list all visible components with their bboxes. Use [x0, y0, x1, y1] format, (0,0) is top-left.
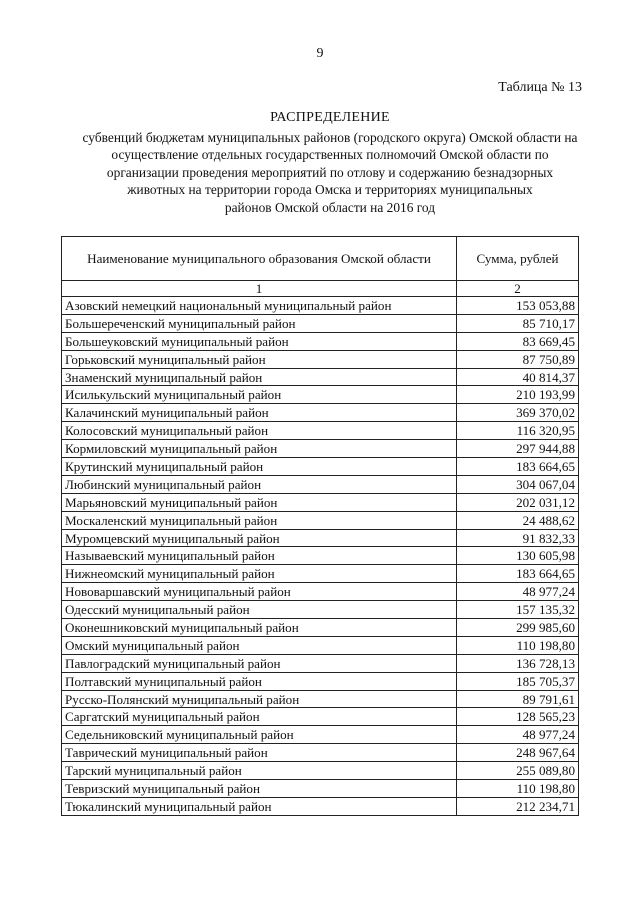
district-name: Марьяновский муниципальный район	[62, 493, 457, 511]
table-row	[62, 422, 579, 440]
district-name: Тарский муниципальный район	[62, 762, 457, 780]
heading-line: районов Омской области на 2016 год	[224, 199, 436, 215]
table-body	[62, 297, 579, 816]
district-name: Азовский немецкий национальный муниципальный район	[62, 297, 457, 315]
subvention-sum: 297 944,88	[457, 440, 579, 458]
district-name: Омский муниципальный район	[62, 636, 457, 654]
subvention-sum: 116 320,95	[457, 422, 579, 440]
district-name: Калачинский муниципальный район	[62, 404, 457, 422]
column-number: 2	[457, 281, 579, 297]
subvention-sum: 110 198,80	[457, 780, 579, 798]
district-name: Нововаршавский муниципальный район	[62, 583, 457, 601]
table-row	[62, 654, 579, 672]
table-row	[62, 314, 579, 332]
district-name: Полтавский муниципальный район	[62, 672, 457, 690]
district-name: Одесский муниципальный район	[62, 601, 457, 619]
subvention-sum: 202 031,12	[457, 493, 579, 511]
table-row	[62, 404, 579, 422]
district-name: Колосовский муниципальный район	[62, 422, 457, 440]
district-name: Кормиловский муниципальный район	[62, 440, 457, 458]
table-row	[62, 744, 579, 762]
subvention-sum: 248 967,64	[457, 744, 579, 762]
subvention-sum: 87 750,89	[457, 350, 579, 368]
table-row	[62, 332, 579, 350]
page-number: 9	[316, 46, 324, 61]
subvention-table	[61, 236, 579, 816]
table-label: Таблица № 13	[498, 80, 582, 95]
district-name: Любинский муниципальный район	[62, 475, 457, 493]
district-name: Большеуковский муниципальный район	[62, 332, 457, 350]
district-name: Таврический муниципальный район	[62, 744, 457, 762]
table-row	[62, 493, 579, 511]
table-row	[62, 601, 579, 619]
subvention-sum: 255 089,80	[457, 762, 579, 780]
subvention-sum: 40 814,37	[457, 368, 579, 386]
table-row	[62, 583, 579, 601]
subvention-sum: 89 791,61	[457, 690, 579, 708]
table-row	[62, 547, 579, 565]
district-name: Нижнеомский муниципальный район	[62, 565, 457, 583]
subvention-sum: 304 067,04	[457, 475, 579, 493]
table-row	[62, 762, 579, 780]
table-row	[62, 690, 579, 708]
table-row	[62, 529, 579, 547]
table-row	[62, 726, 579, 744]
subvention-sum: 210 193,99	[457, 386, 579, 404]
column-header-name: Наименование муниципального образования Омской области	[62, 237, 457, 281]
district-name: Седельниковский муниципальный район	[62, 726, 457, 744]
table-row	[62, 565, 579, 583]
table-row	[62, 475, 579, 493]
subvention-sum: 128 565,23	[457, 708, 579, 726]
heading-subtitle	[60, 129, 600, 216]
subvention-sum: 183 664,65	[457, 565, 579, 583]
subvention-sum: 48 977,24	[457, 726, 579, 744]
column-number: 1	[62, 281, 457, 297]
subvention-sum: 299 985,60	[457, 619, 579, 637]
column-header-sum: Сумма, рублей	[457, 237, 579, 281]
heading-line: осуществление отдельных государственных полномочий Омской области по	[111, 147, 549, 163]
table-row	[62, 780, 579, 798]
subvention-sum: 48 977,24	[457, 583, 579, 601]
heading-line: субвенций бюджетам муниципальных районов (городского округа) Омской области на	[82, 130, 578, 145]
subvention-sum: 369 370,02	[457, 404, 579, 422]
district-name: Тевризский муниципальный район	[62, 780, 457, 798]
subvention-sum: 183 664,65	[457, 458, 579, 476]
document-heading	[60, 110, 600, 216]
subvention-sum: 157 135,32	[457, 601, 579, 619]
subvention-sum: 185 705,37	[457, 672, 579, 690]
table-row	[62, 458, 579, 476]
table-row	[62, 636, 579, 654]
subvention-sum: 91 832,33	[457, 529, 579, 547]
district-name: Исилькульский муниципальный район	[62, 386, 457, 404]
table-row	[62, 350, 579, 368]
table-row	[62, 368, 579, 386]
district-name: Муромцевский муниципальный район	[62, 529, 457, 547]
district-name: Русско-Полянский муниципальный район	[62, 690, 457, 708]
district-name: Называевский муниципальный район	[62, 547, 457, 565]
table-header-row	[62, 237, 579, 281]
table-row	[62, 297, 579, 315]
district-name: Большереченский муниципальный район	[62, 314, 457, 332]
table-row	[62, 708, 579, 726]
heading-title: РАСПРЕДЕЛЕНИЕ	[270, 110, 390, 125]
district-name: Крутинский муниципальный район	[62, 458, 457, 476]
district-name: Знаменский муниципальный район	[62, 368, 457, 386]
table-row	[62, 619, 579, 637]
heading-line: организации проведения мероприятий по отлову и содержанию безнадзорных	[106, 164, 554, 180]
subvention-sum: 130 605,98	[457, 547, 579, 565]
column-number-row	[62, 281, 579, 297]
table-row	[62, 386, 579, 404]
table-row	[62, 797, 579, 815]
subvention-sum: 136 728,13	[457, 654, 579, 672]
district-name: Павлоградский муниципальный район	[62, 654, 457, 672]
table-row	[62, 440, 579, 458]
district-name: Горьковский муниципальный район	[62, 350, 457, 368]
table-row	[62, 672, 579, 690]
table-row	[62, 511, 579, 529]
district-name: Тюкалинский муниципальный район	[62, 797, 457, 815]
heading-line: животных на территории города Омска и территориях муниципальных	[127, 182, 533, 198]
district-name: Оконешниковский муниципальный район	[62, 619, 457, 637]
subvention-sum: 85 710,17	[457, 314, 579, 332]
subvention-sum: 110 198,80	[457, 636, 579, 654]
district-name: Москаленский муниципальный район	[62, 511, 457, 529]
subvention-sum: 83 669,45	[457, 332, 579, 350]
subvention-sum: 212 234,71	[457, 797, 579, 815]
subvention-sum: 153 053,88	[457, 297, 579, 315]
subvention-sum: 24 488,62	[457, 511, 579, 529]
district-name: Саргатский муниципальный район	[62, 708, 457, 726]
